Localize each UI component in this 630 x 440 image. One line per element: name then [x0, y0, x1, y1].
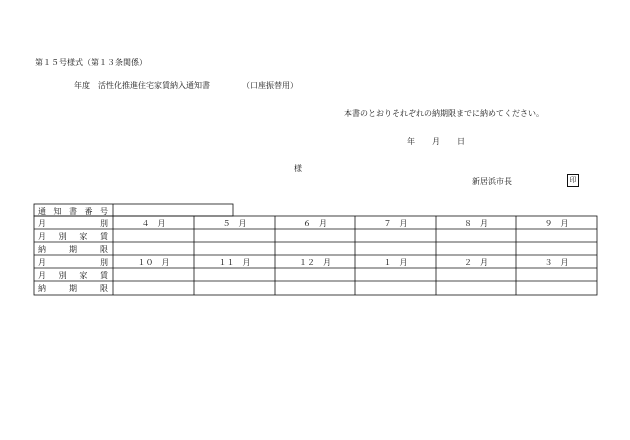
label-char: 期 [69, 245, 77, 254]
instruction-text: 本書のとおりそれぞれの納期限までに納めてください。 [344, 109, 544, 118]
due-label-1 [38, 244, 108, 255]
label-char: 月 [38, 232, 46, 241]
month-cell-second-1: １０ 月 [137, 258, 170, 267]
label-char: 納 [38, 284, 46, 293]
month-cell-first-4: ７ 月 [383, 219, 408, 228]
month-label-1 [38, 218, 108, 229]
fiscal-year-label: 年度 [74, 81, 90, 90]
label-char: 別 [58, 232, 67, 241]
month-cell-first-6: ９ 月 [544, 219, 569, 228]
label-char: 納 [38, 245, 46, 254]
label-char: 家 [79, 271, 88, 280]
label-char: 別 [100, 258, 108, 267]
date-year: 年 [407, 137, 415, 146]
seal-box: 印 [567, 174, 579, 187]
label-char: 番 [84, 207, 93, 216]
label-char: 限 [100, 284, 108, 293]
rent-label-2 [38, 270, 108, 281]
month-cell-first-3: ６ 月 [303, 219, 327, 228]
month-cell-second-6: ３ 月 [544, 258, 569, 267]
month-cell-second-3: １２ 月 [299, 258, 331, 267]
label-char: 知 [53, 207, 62, 216]
title-note: （口座振替用） [242, 81, 298, 90]
month-cell-first-5: ８ 月 [464, 219, 488, 228]
label-char: 期 [69, 284, 77, 293]
label-char: 書 [69, 207, 77, 216]
addressee-suffix: 様 [294, 164, 302, 173]
form-number: 第１５号様式（第１３条関係） [35, 58, 147, 67]
label-char: 月 [38, 258, 46, 267]
label-char: 月 [38, 219, 46, 228]
title-text: 活性化推進住宅家賃納入通知書 [98, 81, 210, 90]
label-char: 通 [38, 207, 46, 216]
month-label-2 [38, 257, 108, 268]
label-char: 別 [100, 219, 108, 228]
notice-number-label [38, 206, 108, 217]
date-month: 月 [432, 137, 440, 146]
due-label-2 [38, 283, 108, 294]
month-cell-second-5: ２ 月 [464, 258, 488, 267]
month-cell-second-2: １１ 月 [218, 258, 251, 267]
month-cell-second-4: １ 月 [383, 258, 408, 267]
month-cell-first-2: ５ 月 [222, 219, 247, 228]
label-char: 号 [100, 207, 108, 216]
label-char: 限 [100, 245, 108, 254]
label-char: 賃 [99, 232, 108, 241]
label-char: 家 [79, 232, 88, 241]
month-cell-first-1: ４ 月 [141, 219, 166, 228]
mayor-title: 新居浜市長 [472, 177, 512, 186]
label-char: 月 [38, 271, 46, 280]
rent-label-1 [38, 231, 108, 242]
date-day: 日 [457, 137, 465, 146]
label-char: 別 [58, 271, 67, 280]
label-char: 賃 [99, 271, 108, 280]
